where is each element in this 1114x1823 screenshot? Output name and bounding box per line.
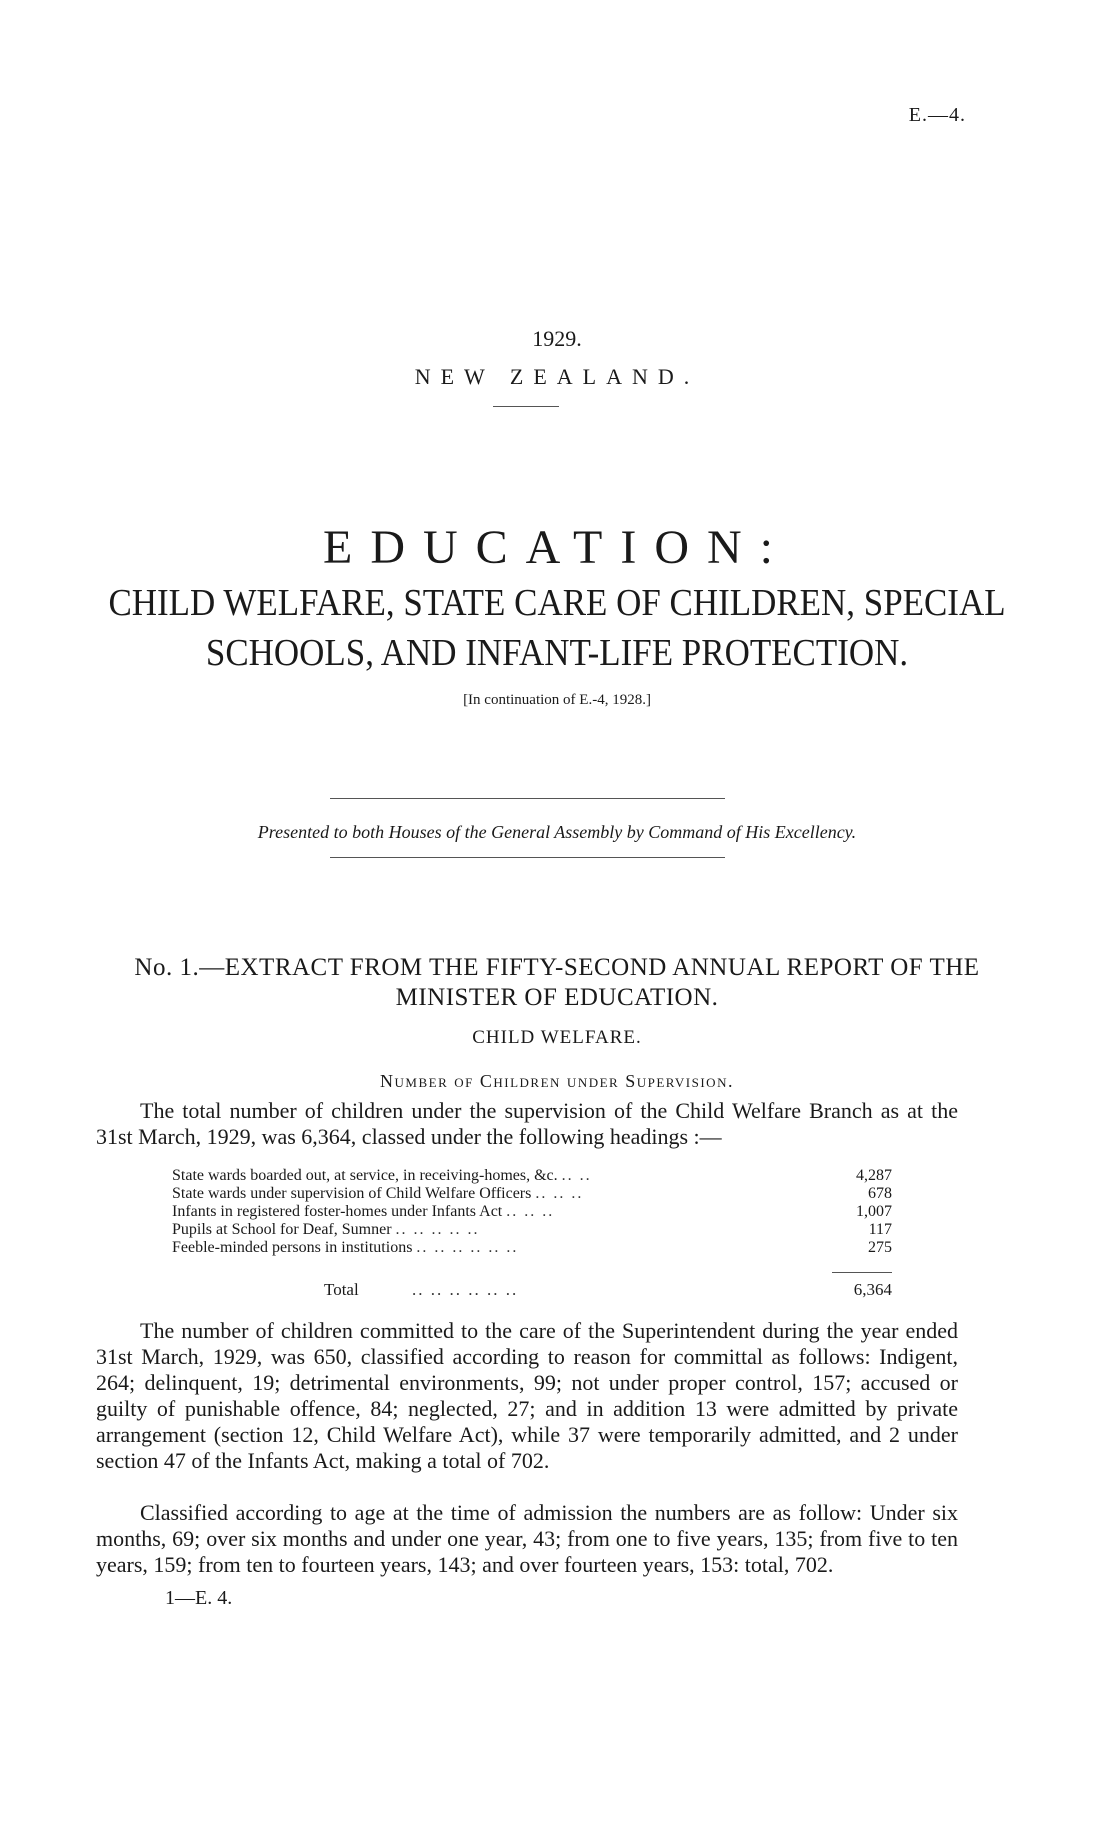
row-value: 4,287 — [856, 1167, 892, 1184]
page-reference: E.—4. — [908, 104, 966, 126]
continuation-note: [In continuation of E.-4, 1928.] — [463, 692, 651, 708]
footer-signature: 1—E. 4. — [165, 1587, 233, 1609]
table-row — [172, 1203, 892, 1221]
country-heading: NEW ZEALAND. — [414, 364, 700, 389]
section-heading: CHILD WELFARE. — [472, 1027, 642, 1048]
table-row — [172, 1167, 892, 1185]
document-year: 1929. — [532, 326, 582, 351]
row-label: Infants in registered foster-homes under Infants Act .. .. .. — [172, 1203, 555, 1220]
total-value: 6,364 — [853, 1280, 892, 1299]
subtitle-line-2: SCHOOLS, AND INFANT-LIFE PROTECTION. — [205, 632, 909, 674]
main-title: EDUCATION: — [323, 521, 791, 574]
row-label: State wards boarded out, at service, in receiving-homes, &c. .. .. — [172, 1167, 592, 1184]
divider-rule — [330, 857, 725, 858]
row-value: 678 — [868, 1185, 892, 1202]
paragraph-committals: The number of children committed to the care of the Superintendent during the year ended 31st March, 1929, was 650, classified according to reason for committal as follows: Indigent, 264; delinquent, 19; detrimental environments, 99; not under proper control, 157; accused or guilty of punishable offence, 84; neglected, 27; and in addition 13 were admitted by private arrangement (section 12, Child Welfare Act), while 37 were temporarily admitted, and 2 under section 47 of the Infants Act, making a total of 702. — [96, 1318, 958, 1473]
paragraph-supervision: The total number of children under the supervision of the Child Welfare Branch as at the 31st March, 1929, was 6,364, classed under the following headings :— — [96, 1098, 958, 1149]
table-row — [172, 1185, 892, 1203]
leader-dots: .. .. .. — [506, 1203, 555, 1220]
divider-rule — [330, 798, 725, 799]
leader-dots: .. .. .. .. .. .. — [412, 1280, 519, 1299]
total-label: Total — [324, 1280, 359, 1299]
leader-dots: .. .. — [561, 1167, 592, 1184]
leader-dots: .. .. .. — [535, 1185, 584, 1202]
report-heading: No. 1.—EXTRACT FROM THE FIFTY-SECOND ANNUAL REPORT OF THE — [134, 954, 980, 981]
report-heading-continued: MINISTER OF EDUCATION. — [395, 984, 719, 1011]
subtitle-line-1: CHILD WELFARE, STATE CARE OF CHILDREN, SPECIAL — [108, 582, 1006, 624]
row-label: Feeble-minded persons in institutions .. .. .. .. .. .. — [172, 1239, 519, 1256]
row-label: Pupils at School for Deaf, Sumner .. .. .. .. .. — [172, 1221, 480, 1238]
leader-dots: .. .. .. .. .. .. — [416, 1239, 519, 1256]
total-rule — [832, 1272, 892, 1273]
row-value: 275 — [868, 1239, 892, 1256]
table-row — [172, 1221, 892, 1239]
divider-rule — [493, 406, 559, 407]
row-value: 1,007 — [856, 1203, 892, 1220]
row-value: 117 — [868, 1221, 892, 1238]
sub-heading: Number of Children under Supervision. — [380, 1071, 734, 1091]
paragraph-age-classification: Classified according to age at the time of admission the numbers are as follow: Under six months, 69; over six months and under one year, 43; from one to five years, 135; from five to ten years, 159; from ten to fourteen years, 143; and over fourteen years, 153: total, 702. — [96, 1500, 958, 1577]
leader-dots: .. .. .. .. .. — [395, 1221, 480, 1238]
supervision-table — [172, 1167, 892, 1257]
table-row — [172, 1239, 892, 1257]
row-label: State wards under supervision of Child Welfare Officers .. .. .. — [172, 1185, 584, 1202]
presentation-line: Presented to both Houses of the General Assembly by Command of His Excellency. — [257, 822, 857, 842]
